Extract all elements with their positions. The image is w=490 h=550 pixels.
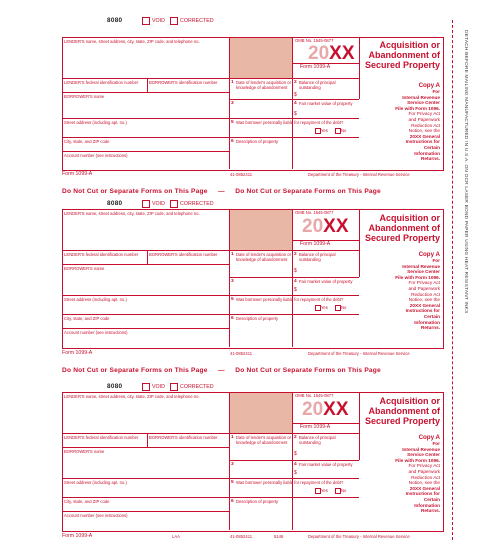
street-label: Street address (including apt. no.) [64,120,127,125]
lender-label: LENDER'S name, street address, city, state, ZIP code, and telephone no. [64,39,200,44]
tax-year: 20XX [302,399,349,420]
lender-field[interactable] [64,218,226,248]
corrected-checkbox[interactable] [170,383,178,391]
copy-a-text: Copy A For Internal Revenue Service Center File with Form 1096. For Privacy Act and Paperwork Reduction Act Notice, see the 20XX General Instructions for Certain Information Returns. [395,82,440,162]
side-text: DETACH BEFORE MAILING MANUFACTURED IN U.S.A. ON OCR LASER BOND PAPER USING HEAT RESISTANT INKS [463,30,468,314]
dont-cut-line: Do Not Cut or Separate Forms on This Page — Do Not Cut or Separate Forms on This Page [62,188,381,195]
form-sheet: 8080 VOID CORRECTED LENDER'S name, street address, city, state, ZIP code, and telephone no. LENDER'S federal identification number BORROWER'S identification number BORROWER'S name Street address (including apt. no.) City, state, and ZIP code Account number (see instructions) OMB No. 1545-0877 20XX Form 1099-A Acquisition or Abandonment of Secured Property 1 Date of lender's acquisition or knowledge of abandonment 2 Balance of principal outstanding $ 3 4 Fair market value of property $ 5 Was borrower personally liable for repayment of the debt? Yes No 6 Description of property Copy A For Internal Revenue Service Center File with Form 1096. For Privacy Act and Paperwork Reduction Act Notice, see the 20XX General Instructions for Certain Information Returns. Form 1099-A 41-0852411 Department of the Treasury - Internal Revenue Service Do Not Cut or Separate Forms on This Page — Do Not Cut or Separate Forms on This Page 8080 VOID CORRECTED LENDER'S name, street address, city, state, ZIP code, and telephone no. LENDER'S federal identification number BORROWER'S identification number BORROWER'S name Street address (including apt. no.) City, state, and ZIP code Account number (see instructions) OMB No. 1545-0877 20XX Form 1099-A Acquisition or Abandonment of Secured Property 1 Date of lender's acquisition or knowledge of abandonment 2 Balance of principal outstanding $ 3 4 Fair market value of property $ 5 Was borrower personally liable for repayment of the debt? Yes No 6 Description of property Copy A For Internal Revenue Service Center File with Form 1096. For Privacy Act and Paperwork Reduction Act Notice, see the 20XX General Instructions for Certain Information Returns. Form 1099-A 41-0852411 Department of the Treasury - Internal Revenue Service Do Not Cut or Separate Forms on This Page — Do Not Cut or Separate Forms on This Page 8080 VOID CORRECTED LENDER'S name, street address, city, state, ZIP code, and telephone no. LENDER'S federal identification number BORROWER'S identification number BORROWER'S name Street address (including apt. no.) City, state, and ZIP code Account number (see instructions) OMB No. 1545-0877 20XX Form 1099-A Acquisition or Abandonment of Secured Property 1 Date of lender's acquisition or knowledge of abandonment 2 Balance of principal outstanding $ 3 4 Fair market value of property $ 5 Was borrower personally liable for repayment of the debt? Yes No 6 Description of property Copy A For Internal Revenue Service Center File with Form 1096. For Privacy Act and Paperwork Reduction Act Notice, see the 20XX General Instructions for Certain Information Returns. Form 1099-A LAA 41-0852411 5146 Department of the Treasury - Internal Revenue Service DETACH BEFORE MAILING MANUFACTURED IN U.S.A. ON OCR LASER BOND PAPER USING HEAT RESISTANT INKS [0,0,490,550]
borrower-name-label: BORROWER'S name [64,94,105,99]
void-label: VOID [152,18,165,24]
tax-year: 20XX [302,216,349,237]
borrower-tin-label: BORROWER'S identification number [149,80,218,85]
account-label: Account number (see instructions) [64,153,128,158]
shaded-area [230,210,292,250]
form-title: Acquisition or Abandonment of Secured Property [364,396,440,426]
lender-field[interactable] [64,46,226,76]
city-label: City, state, and ZIP code [64,139,110,144]
shaded-area [230,393,292,433]
tax-year: 20XX [308,43,355,64]
void-checkbox[interactable] [142,17,150,25]
form-title: Acquisition or Abandonment of Secured Property [364,40,440,70]
copy-a-text: Copy A For Internal Revenue Service Center File with Form 1096. For Privacy Act and Paperwork Reduction Act Notice, see the 20XX General Instructions for Certain Information Returns. [395,251,440,331]
footer-dept: Department of the Treasury - Internal Revenue Service [308,172,410,177]
footer-catalog: 41-0852411 [230,172,253,177]
copy-a-text: Copy A For Internal Revenue Service Center File with Form 1096. For Privacy Act and Paperwork Reduction Act Notice, see the 20XX General Instructions for Certain Information Returns. [395,434,440,514]
lender-tin-label: LENDER'S federal identification number [64,80,139,85]
perforation-line [452,20,453,540]
corrected-checkbox[interactable] [170,17,178,25]
form-title: Acquisition or Abandonment of Secured Property [364,213,440,243]
form-code: 8080 [107,17,123,24]
void-checkbox[interactable] [142,383,150,391]
void-checkbox[interactable] [142,200,150,208]
footer-form: Form 1099-A [62,171,93,177]
corrected-label: CORRECTED [180,18,214,24]
footer-laa: LAA [172,534,180,539]
lender-field[interactable] [64,401,226,431]
footer-num: 5146 [274,534,284,539]
omb-number: OMB No. 1545-0877 [295,38,334,43]
corrected-checkbox[interactable] [170,200,178,208]
shaded-area [230,38,292,78]
dont-cut-line: Do Not Cut or Separate Forms on This Page — Do Not Cut or Separate Forms on This Page [62,367,381,374]
form-name: Form 1099-A [300,64,331,70]
